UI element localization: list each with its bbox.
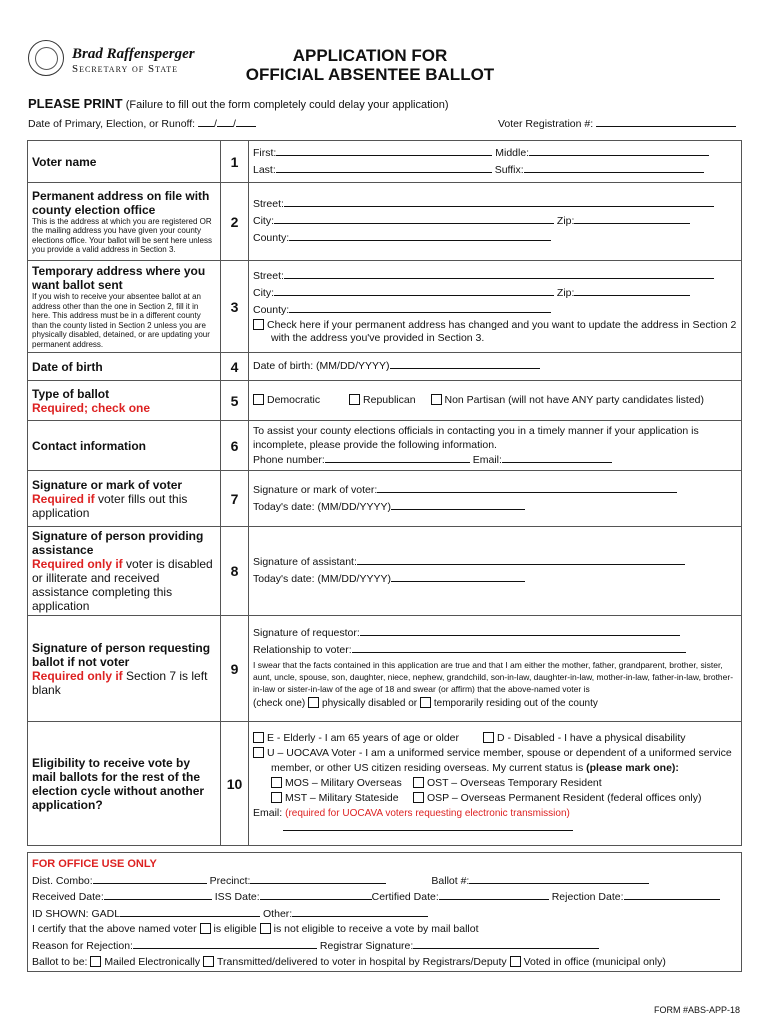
rejection-reason-input[interactable] [133,938,317,949]
section-1 [28,141,742,183]
nonpartisan-checkbox[interactable] [431,394,442,405]
contact-instructions: To assist your county elections officials in contacting you in a timely manner if your application is incomplete, please provide the following information. [253,425,699,451]
dist-combo-input[interactable] [93,873,207,884]
section-3-label-cell [28,261,221,353]
temp-street-label: Street: [253,270,284,282]
temp-zip-label: Zip: [556,287,575,299]
uocava-email-note: (required for UOCAVA voters requesting electronic transmission) [285,808,570,819]
voter-date-input[interactable] [391,499,525,510]
rejection-date-label: Rejection Date: [551,891,624,904]
eligible-checkbox[interactable] [200,923,211,934]
disabled-label: D - Disabled - I have a physical disability [497,732,686,744]
physically-disabled-checkbox[interactable] [308,697,319,708]
voter-signature-input[interactable] [377,482,677,493]
perm-city-label: City: [253,215,274,227]
section-2-label-cell [28,183,221,261]
id-shown-input[interactable] [120,906,260,917]
voter-reg-input[interactable] [596,116,736,127]
section-7-required-rest: voter fills out this application [32,491,188,520]
section-9-required-rest: Section 7 is left blank [32,668,208,697]
update-address-checkbox[interactable] [253,319,264,330]
middle-name-input[interactable] [529,145,709,156]
section-9-label-cell [28,616,221,722]
update-address-text: Check here if your permanent address has changed and you want to update the address in Section 2 with the address you've provided in Section 3. [267,319,737,344]
uocava-mark-one: (please mark one): [586,762,679,774]
contact-email-label: Email: [472,454,502,466]
ost-label: OST – Overseas Temporary Resident [427,777,602,789]
transmitted-checkbox[interactable] [203,956,214,967]
nonpartisan-label: Non Partisan (will not have ANY party candidates listed) [444,394,705,406]
section-6-number: 6 [221,421,249,471]
relationship-label: Relationship to voter: [253,644,352,656]
perm-county-label: County: [253,232,290,244]
precinct-label: Precinct: [209,874,251,887]
elderly-label: E - Elderly - I am 65 years of age or older [267,732,459,744]
perm-street-input[interactable] [284,196,714,207]
section-4 [28,353,742,381]
section-9-required: Required only if [32,668,123,683]
assistant-date-input[interactable] [391,571,525,582]
mst-label: MST – Military Stateside [285,792,399,804]
mailed-checkbox[interactable] [90,956,101,967]
ost-checkbox[interactable] [413,777,424,788]
section-5-label: Type of ballot [32,386,110,401]
assistant-date-label: Today's date: (MM/DD/YYYY) [253,573,391,585]
ballot-to-be-label: Ballot to be: [32,955,88,968]
elderly-checkbox[interactable] [253,732,264,743]
perm-zip-input[interactable] [574,213,690,224]
registrar-signature-input[interactable] [413,938,599,949]
section-1-label: Voter name [28,141,221,183]
uocava-email-input[interactable] [283,827,573,831]
mos-checkbox[interactable] [271,777,282,788]
transmitted-label: Transmitted/delivered to voter in hospital by Registrars/Deputy [217,955,507,968]
temp-street-input[interactable] [284,268,714,279]
section-2-label: Permanent address on file with county election office [32,188,210,217]
temp-city-input[interactable] [274,285,554,296]
perm-city-input[interactable] [274,213,554,224]
disabled-checkbox[interactable] [483,732,494,743]
application-table [27,140,742,846]
precinct-input[interactable] [250,873,386,884]
temp-county-input[interactable] [289,302,551,313]
perm-zip-label: Zip: [556,215,575,227]
form-title [200,46,540,84]
section-1-number: 1 [221,141,249,183]
requestor-oath: I swear that the facts contained in this application are true and that I am either the mother, father, grandparent, brother, sister, aunt, uncle, spouse, son, daughter, niece, nephew, grandchild, son-in-law, daughter-in-law, mother-in-law, father-in-law, brother-in-law or sister-in-law of the age of 18 and swear (or affirm) that the above-named voter is [253,660,734,694]
section-5-label-cell [28,381,221,421]
election-date-year[interactable] [236,116,256,127]
mos-label: MOS – Military Overseas [285,777,402,789]
section-10 [28,722,742,846]
section-3-note: If you wish to receive your absentee ballot at an address other than the one in Section 2, fill it in here. This address must be in a different county than the county listed in Section 2 unless you are physically disabled, detained, or are updating your permanent address. [32,292,210,349]
form-title-line-1: APPLICATION FOR [292,46,448,65]
last-name-label: Last: [253,163,276,176]
section-7-number: 7 [221,471,249,527]
democratic-checkbox[interactable] [253,394,264,405]
dist-combo-label: Dist. Combo: [32,874,93,887]
section-9-label: Signature of person requesting ballot if not voter [32,640,211,669]
relationship-input[interactable] [352,642,686,653]
section-8-label-cell [28,527,221,616]
office-use-box [27,852,742,972]
section-8-required: Required only if [32,557,123,571]
republican-label: Republican [363,394,416,406]
mst-checkbox[interactable] [271,792,282,803]
section-7-required: Required if [32,491,95,506]
section-5-number: 5 [221,381,249,421]
section-6 [28,421,742,471]
iss-date-label: ISS Date: [214,891,260,904]
other-input[interactable] [292,906,428,917]
voted-in-office-checkbox[interactable] [510,956,521,967]
osp-label: OSP – Overseas Permanent Resident (federal offices only) [427,792,702,804]
official-name: Brad Raffensperger [72,46,195,62]
ballot-number-input[interactable] [469,873,649,884]
perm-street-label: Street: [253,198,284,210]
election-date-label: Date of Primary, Election, or Runoff: [28,118,196,130]
please-print-note: (Failure to fill out the form completely could delay your application) [125,99,449,111]
office-use-header: FOR OFFICE USE ONLY [32,858,157,870]
section-7-label-cell [28,471,221,527]
contact-email-input[interactable] [502,452,612,463]
section-8-label: Signature of person providing assistance [32,529,204,557]
section-3 [28,261,742,353]
section-10-number: 10 [221,722,249,846]
uocava-label: U – UOCAVA Voter - I am a uniformed service member, spouse or dependent of a uniformed service member, or other US citizen residing overseas. My current status is [267,747,732,774]
section-2 [28,183,742,261]
form-title-line-2: OFFICIAL ABSENTEE BALLOT [245,65,495,84]
section-8-required-rest: voter is disabled or illiterate and received assistance completing this application [32,557,213,613]
voter-reg-label: Voter Registration #: [498,118,594,130]
section-3-number: 3 [221,261,249,353]
republican-checkbox[interactable] [349,394,360,405]
assistant-signature-label: Signature of assistant: [253,556,357,568]
temporarily-residing-label: temporarily residing out of the county [433,698,598,709]
temp-county-label: County: [253,304,290,316]
certify-label: I certify that the above named voter [32,923,197,936]
uocava-email-label: Email: [253,807,283,819]
state-seal [28,40,64,76]
section-4-label: Date of birth [28,353,221,381]
section-9 [28,616,742,722]
requestor-signature-label: Signature of requestor: [253,627,360,639]
rejection-reason-label: Reason for Rejection: [32,939,133,952]
middle-name-label: Middle: [495,146,530,159]
section-8 [28,527,742,616]
section-10-label: Eligibility to receive vote by mail ballots for the rest of the election cycle without another application? [28,722,221,846]
voter-date-label: Today's date: (MM/DD/YYYY) [253,500,391,513]
phone-input[interactable] [325,452,470,463]
please-print: PLEASE PRINT [28,96,123,111]
section-6-label: Contact information [28,421,221,471]
registrar-signature-label: Registrar Signature: [319,939,414,952]
ballot-number-label: Ballot #: [431,874,470,887]
first-name-input[interactable] [276,145,492,156]
iss-date-input[interactable] [260,889,372,900]
official-title: Secretary of State [72,63,179,75]
first-name-label: First: [253,146,277,159]
election-date-month[interactable] [198,116,214,127]
please-print-line [28,96,449,111]
section-5 [28,381,742,421]
not-eligible-label: is not eligible to receive a vote by mail ballot [273,923,479,936]
uocava-checkbox[interactable] [253,747,264,758]
suffix-label: Suffix: [494,163,524,176]
check-one-label: (check one) [253,698,306,709]
form-number: FORM #ABS-APP-18 [653,1005,740,1015]
phone-label: Phone number: [253,454,325,466]
physically-disabled-label: physically disabled or [322,698,418,709]
section-5-required: Required; check one [32,400,151,415]
dob-label: Date of birth: (MM/DD/YYYY) [253,360,390,372]
last-name-input[interactable] [276,162,492,173]
section-8-number: 8 [221,527,249,616]
osp-checkbox[interactable] [413,792,424,803]
section-9-number: 9 [221,616,249,722]
id-shown-label: ID SHOWN: GADL [32,907,121,920]
section-7 [28,471,742,527]
received-date-input[interactable] [104,889,212,900]
democratic-label: Democratic [267,394,321,406]
section-3-label: Temporary address where you want ballot sent [32,264,206,292]
certified-date-input[interactable] [439,889,549,900]
election-date-row: Date of Primary, Election, or Runoff: / / [28,116,256,130]
voter-signature-label: Signature or mark of voter: [253,483,378,496]
suffix-input[interactable] [524,162,704,173]
certified-date-label: Certified Date: [371,891,439,904]
eligible-label: is eligible [213,923,257,936]
requestor-signature-input[interactable] [360,625,680,636]
voter-reg-row [498,116,736,130]
section-2-number: 2 [221,183,249,261]
temp-city-label: City: [253,287,274,299]
temp-zip-input[interactable] [574,285,690,296]
temporarily-residing-checkbox[interactable] [420,697,431,708]
assistant-signature-input[interactable] [357,554,685,565]
mailed-label: Mailed Electronically [104,955,201,968]
section-7-label: Signature or mark of voter [32,477,183,492]
election-date-day[interactable] [217,116,233,127]
section-2-note: This is the address at which you are registered OR the mailing address you have given your county elections office. Your ballot will be sent here unless you provide a valid address in Section 3. [32,216,212,254]
received-date-label: Received Date: [32,891,104,904]
rejection-date-input[interactable] [624,889,720,900]
not-eligible-checkbox[interactable] [260,923,271,934]
dob-input[interactable] [390,358,540,369]
voted-in-office-label: Voted in office (municipal only) [523,955,666,968]
other-label: Other: [263,907,293,920]
perm-county-input[interactable] [289,230,551,241]
section-4-number: 4 [221,353,249,381]
